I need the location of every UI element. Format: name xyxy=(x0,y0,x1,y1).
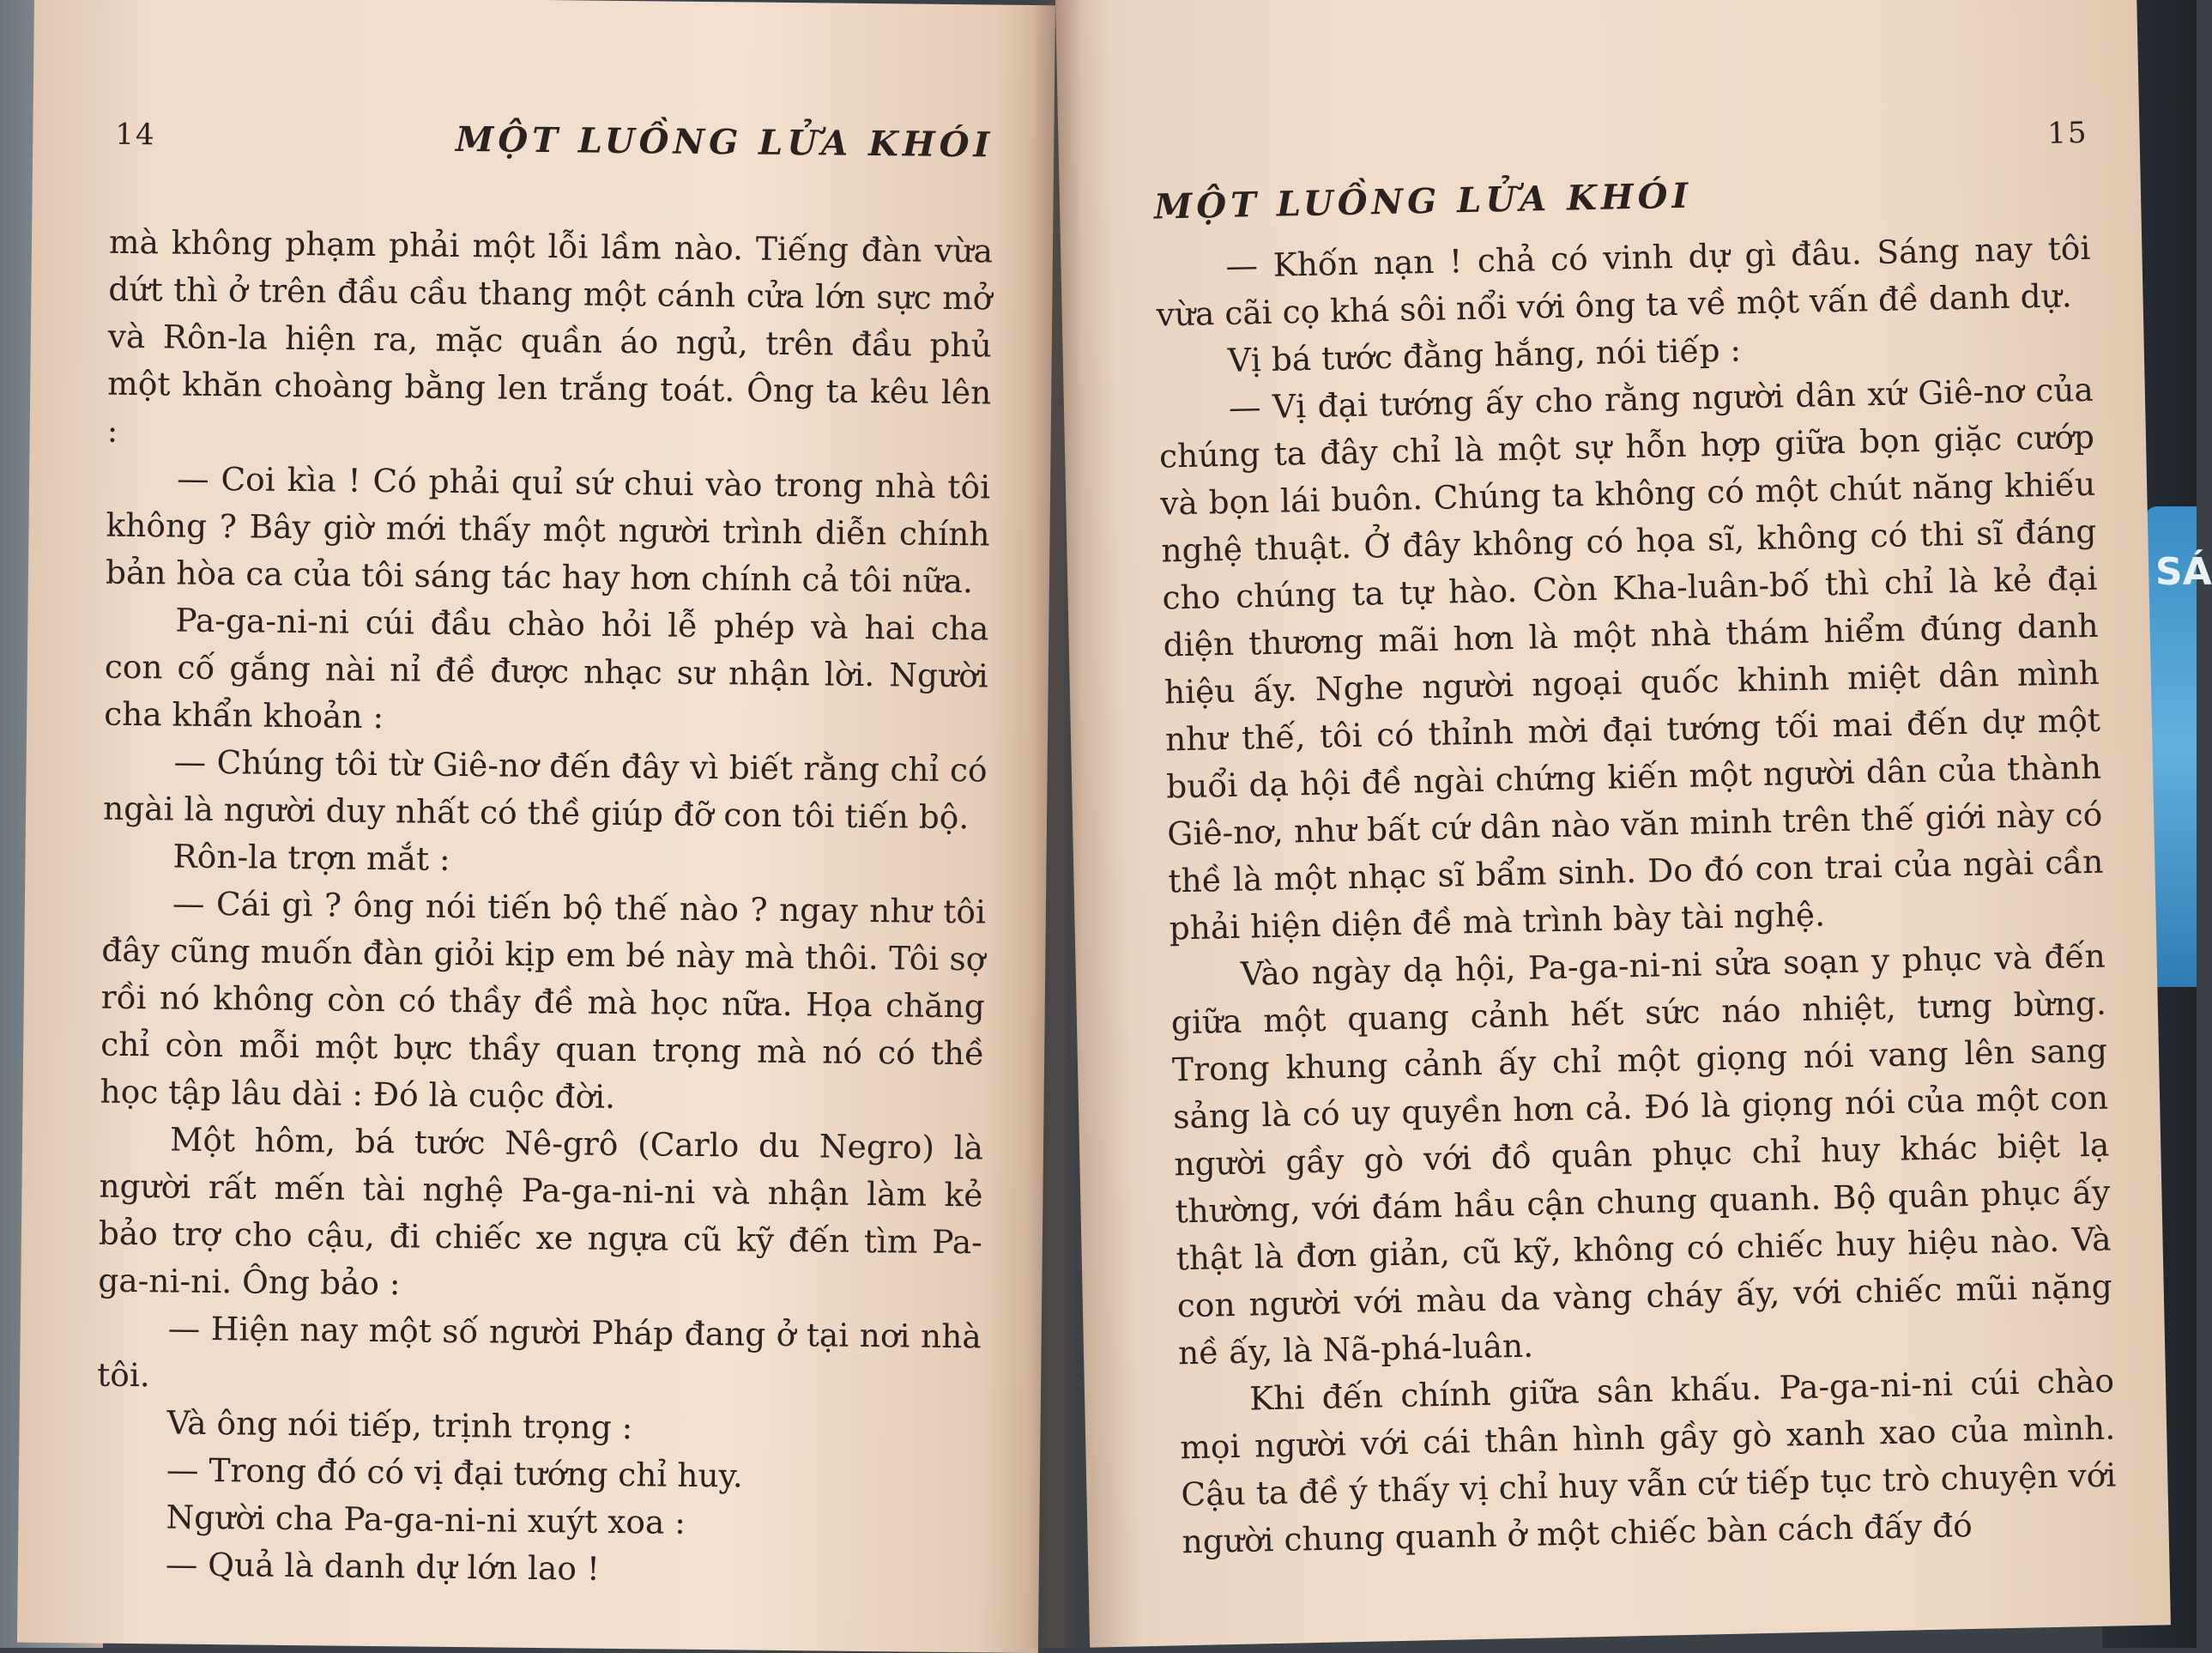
paragraph: — Cái gì ? ông nói tiến bộ thế nào ? ngay như tôi đây cũng muốn đàn giỏi kịp em bé này mà thôi. Tôi sợ rồi nó không còn có thầy đề mà học nữa. Họa chăng chỉ còn mỗi một bực thầy quan trọng mà nó có thề học tập lâu dài : Đó là cuộc đời. xyxy=(100,884,987,1116)
paragraph: — Coi kìa ! Có phải quỉ sứ chui vào trong nhà tôi không ? Bây giờ mới thấy một người trình diễn chính bản hòa ca của tôi sáng tác hay hơn chính cả tôi nữa. xyxy=(105,459,991,601)
paragraph: Một hôm, bá tước Nê-grô (Carlo du Negro) là người rất mến tài nghệ Pa-ga-ni-ni và nhận làm kẻ bảo trợ cho cậu, đi chiếc xe ngựa cũ kỹ đến tìm Pa-ga-ni-ni. Ông bảo : xyxy=(98,1120,984,1303)
paragraph: — Khốn nạn ! chả có vinh dự gì đâu. Sáng nay tôi vừa cãi cọ khá sôi nổi với ông ta về một vấn đề danh dự. xyxy=(1156,228,2091,334)
page-number: 14 xyxy=(115,117,156,153)
running-header: MỘT LUỒNG LỬA KHÓI xyxy=(455,118,994,166)
paragraph: — Quả là danh dự lớn lao ! xyxy=(165,1545,601,1588)
page-body xyxy=(95,219,994,1597)
page-number: 15 xyxy=(2046,115,2088,151)
paragraph: — Trong đó có vị đại tướng chỉ huy. xyxy=(166,1450,744,1495)
page-body xyxy=(1155,225,2118,1565)
paragraph: — Chúng tôi từ Giê-nơ đến đây vì biết rằng chỉ có ngài là người duy nhất có thề giúp đỡ con tôi tiến bộ. xyxy=(102,742,988,837)
right-page xyxy=(1055,0,2171,1648)
paragraph: — Vị đại tướng ấy cho rằng người dân xứ Giê-nơ của chúng ta đây chỉ là một sự hỗn hợp giữa bọn giặc cướp và bọn lái buôn. Chúng ta không có một chút năng khiếu nghệ thuật. Ở đây không có họa sĩ, không có thi sĩ đáng cho chúng ta tự hào. Còn Kha-luân-bố thì chỉ là kẻ đại diện thương mãi hơn là một nhà thám hiểm đúng danh hiệu ấy. Nghe người ngoại quốc khinh miệt dân mình như thế, tôi có thỉnh mời đại tướng tối mai đến dự một buổi dạ hội đề ngài chứng kiến một người dân của thành Giê-nơ, như bất cứ dân nào văn minh trên thế giới này có thề là một nhạc sĩ bẩm sinh. Do đó con trai của ngài cần phải hiện diện đề mà trình bày tài nghệ. xyxy=(1158,370,2104,948)
paragraph: — Hiện nay một số người Pháp đang ở tại nơi nhà tôi. xyxy=(96,1309,982,1395)
running-header: MỘT LUỒNG LỬA KHÓI xyxy=(1153,175,1693,227)
paragraph: Pa-ga-ni-ni cúi đầu chào hỏi lễ phép và hai cha con cố gắng nài nỉ đề được nhạc sư nhận lời. Người cha khẩn khoản : xyxy=(104,601,989,736)
paragraph: Và ông nói tiếp, trịnh trọng : xyxy=(166,1403,633,1447)
left-page xyxy=(17,0,1055,1653)
paragraph: Khi đến chính giữa sân khấu. Pa-ga-ni-ni cúi chào mọi người với cái thân hình gầy gò xanh xao của mình. Cậu ta đề ý thấy vị chỉ huy vẫn cứ tiếp tục trò chuyện với người chung quanh ở một chiếc bàn cách đấy đó xyxy=(1179,1361,2117,1561)
paragraph: Rôn-la trợn mắt : xyxy=(172,837,450,878)
background-card-text: SÁ xyxy=(2155,550,2212,594)
paragraph: mà không phạm phải một lỗi lầm nào. Tiếng đàn vừa dứt thì ở trên đầu cầu thang một cánh cửa lớn sực mở và Rôn-la hiện ra, mặc quần áo ngủ, trên đầu phủ một khăn choàng bằng len trắng toát. Ông ta kêu lên : xyxy=(106,222,994,450)
paragraph: Vào ngày dạ hội, Pa-ga-ni-ni sửa soạn y phục và đến giữa một quang cảnh hết sức náo nhiệt, tưng bừng. Trong khung cảnh ấy chỉ một giọng nói vang lên sang sảng là có uy quyền hơn cả. Đó là giọng nói của một con người gầy gò với đồ quân phục chỉ huy khác biệt lạ thường, với đám hầu cận chung quanh. Bộ quân phục ấy thật là đơn giản, cũ kỹ, không có chiếc huy hiệu nào. Và con người với màu da vàng cháy ấy, với chiếc mũi nặng nề ấy, là Nã-phá-luân. xyxy=(1170,936,2113,1372)
paragraph: Người cha Pa-ga-ni-ni xuýt xoa : xyxy=(166,1498,686,1541)
paragraph: Vị bá tước đằng hắng, nói tiếp : xyxy=(1227,330,1742,379)
